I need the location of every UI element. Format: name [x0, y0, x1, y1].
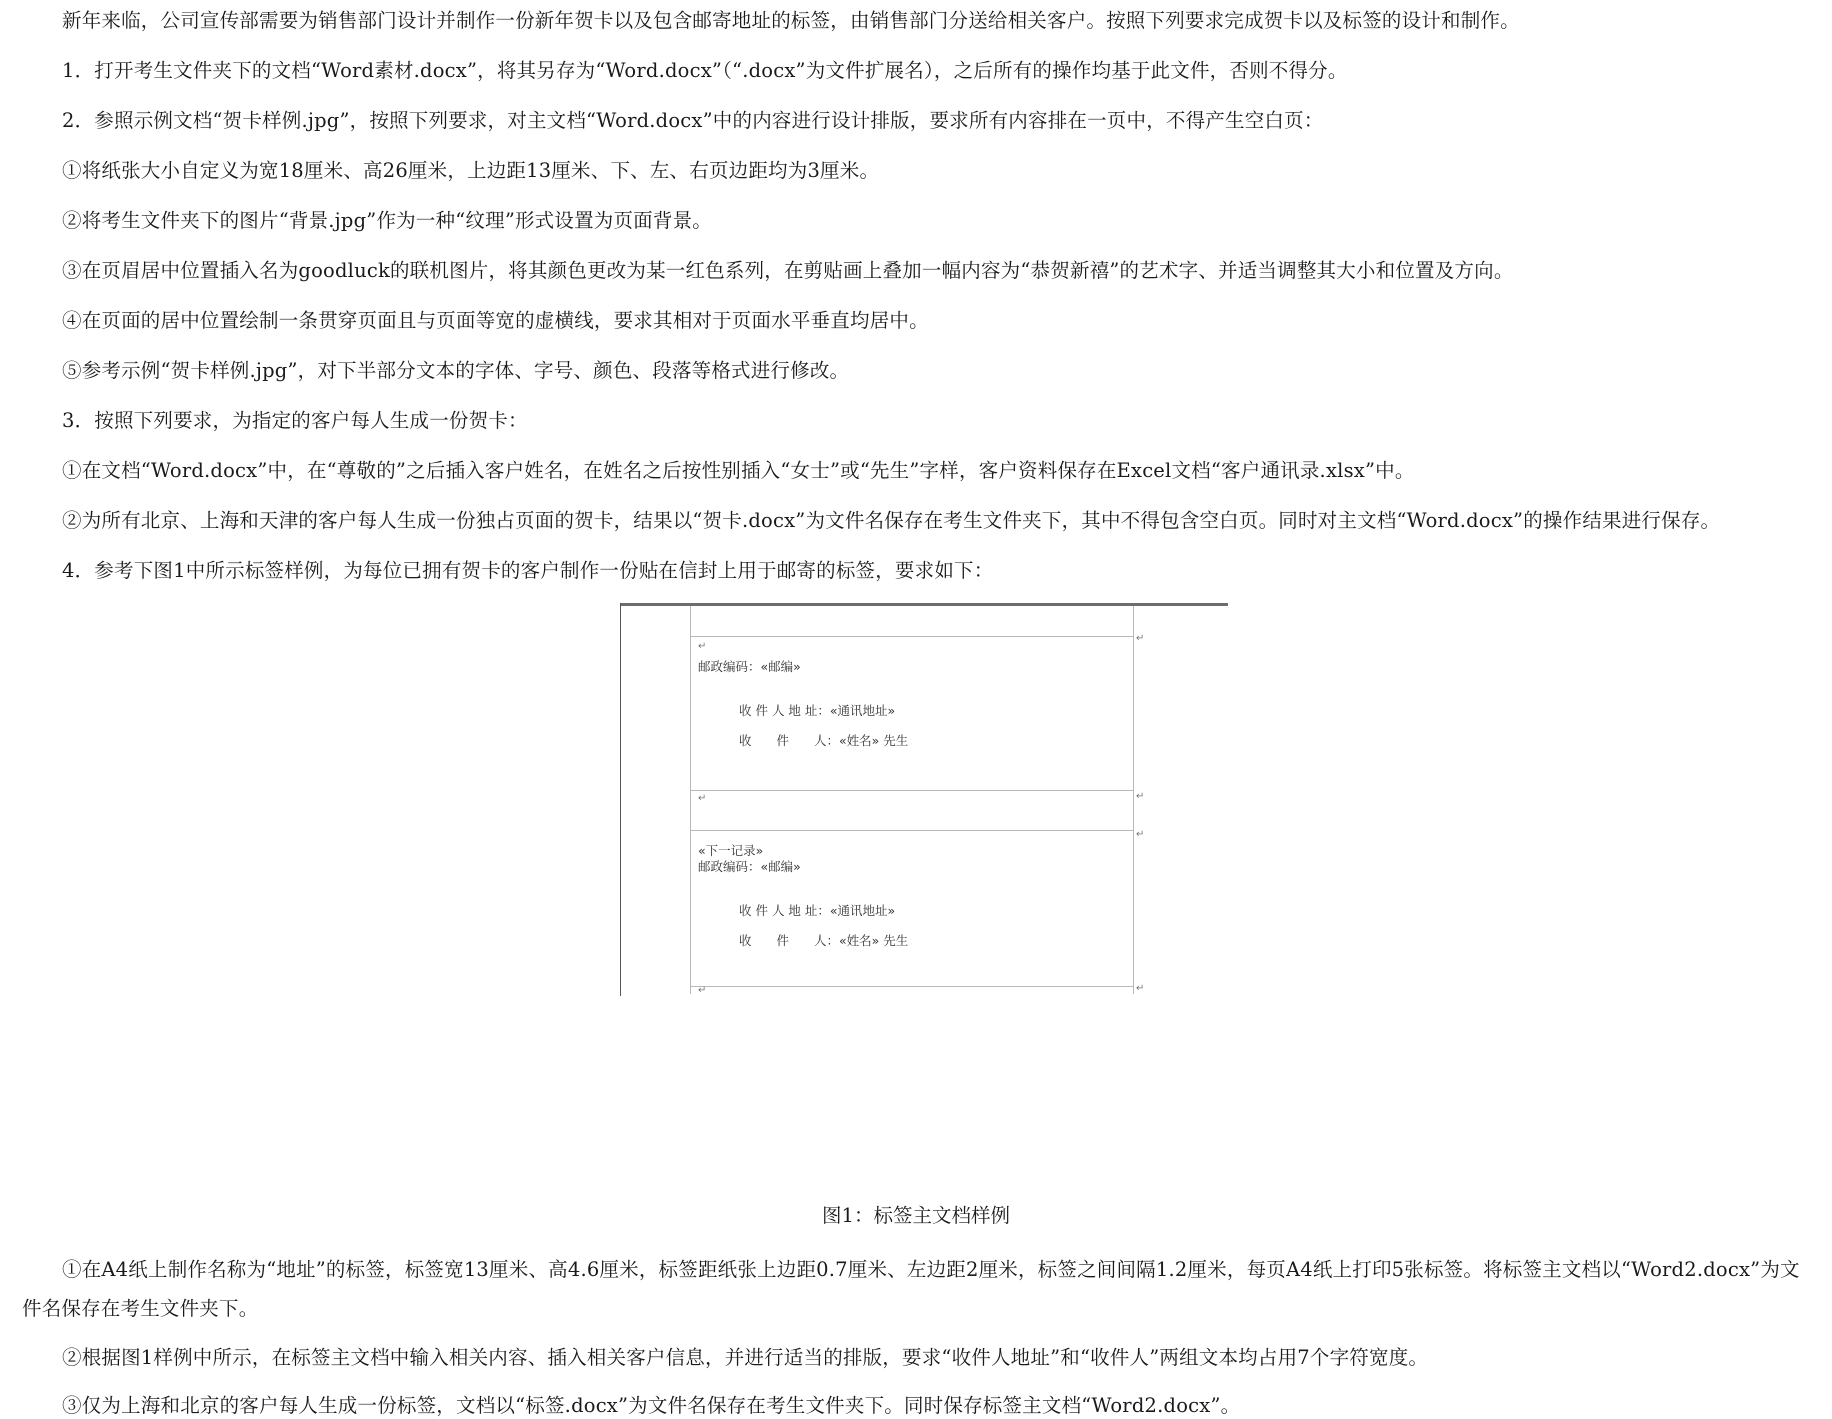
label-1-top-line — [690, 636, 1133, 637]
intro-paragraph: 新年来临，公司宣传部需要为销售部门设计并制作一份新年贺卡以及包含邮寄地址的标签，由销售部门分送给相关客户。按照下列要求完成贺卡以及标签的设计和制作。 — [62, 9, 1520, 32]
cell-end-mark: ↵ — [1136, 829, 1145, 840]
step-2-item-3: ③在页眉居中位置插入名为goodluck的联机图片，将其颜色更改为某一红色系列，在剪贴画上叠加一幅内容为“恭贺新禧”的艺术字、并适当调整其大小和位置及方向。 — [62, 259, 1514, 282]
label-2-next-record: «下一记录» — [698, 843, 764, 858]
figure-top-border — [620, 603, 1228, 606]
figure-caption: 图1：标签主文档样例 — [822, 1204, 1010, 1227]
step-4-item-2: ②根据图1样例中所示，在标签主文档中输入相关内容、插入相关客户信息，并进行适当的排版，要求“收件人地址”和“收件人”两组文本均占用7个字符宽度。 — [62, 1346, 1429, 1369]
step-3-item-1: ①在文档“Word.docx”中，在“尊敬的”之后插入客户姓名，在姓名之后按性别插入“女士”或“先生”字样，客户资料保存在Excel文档“客户通讯录.xlsx”中。 — [62, 459, 1415, 482]
step-4-item-1-line-1: ①在A4纸上制作名称为“地址”的标签，标签宽13厘米、高4.6厘米，标签距纸张上边距0.7厘米、左边距2厘米，标签之间间隔1.2厘米，每页A4纸上打印5张标签。将标签主文档以“Word2.docx”为文 — [62, 1258, 1800, 1281]
step-2-item-5: ⑤参考示例“贺卡样例.jpg”，对下半部分文本的字体、字号、颜色、段落等格式进行修改。 — [62, 359, 850, 382]
label-1-bottom-line — [690, 790, 1133, 791]
step-2-item-4: ④在页面的居中位置绘制一条贯穿页面且与页面等宽的虚横线，要求其相对于页面水平垂直均居中。 — [62, 309, 929, 332]
step-2-paragraph: 2．参照示例文档“贺卡样例.jpg”，按照下列要求，对主文档“Word.docx”中的内容进行设计排版，要求所有内容排在一页中，不得产生空白页： — [62, 109, 1324, 132]
step-2-item-2: ②将考生文件夹下的图片“背景.jpg”作为一种“纹理”形式设置为页面背景。 — [62, 209, 712, 232]
step-4-paragraph: 4．参考下图1中所示标签样例，为每位已拥有贺卡的客户制作一份贴在信封上用于邮寄的标签，要求如下： — [62, 559, 994, 582]
label-1-postcode: 邮政编码：«邮编» — [698, 659, 801, 674]
cell-end-mark: ↵ — [1136, 633, 1145, 644]
paragraph-mark: ↵ — [698, 793, 707, 804]
label-left-boundary — [690, 606, 691, 994]
cell-end-mark: ↵ — [1136, 791, 1145, 802]
step-1-paragraph: 1．打开考生文件夹下的文档“Word素材.docx”，将其另存为“Word.docx”（“.docx”为文件扩展名），之后所有的操作均基于此文件，否则不得分。 — [62, 59, 1348, 82]
label-sample-figure — [620, 603, 1230, 996]
label-2-postcode: 邮政编码：«邮编» — [698, 859, 801, 874]
step-2-item-1: ①将纸张大小自定义为宽18厘米、高26厘米，上边距13厘米、下、左、右页边距均为3厘米。 — [62, 159, 880, 182]
label-right-boundary — [1133, 606, 1134, 994]
paragraph-mark: ↵ — [698, 985, 707, 996]
label-2-bottom-line — [690, 986, 1133, 987]
paragraph-mark: ↵ — [698, 641, 707, 652]
step-3-item-2: ②为所有北京、上海和天津的客户每人生成一份独占页面的贺卡，结果以“贺卡.docx”为文件名保存在考生文件夹下，其中不得包含空白页。同时对主文档“Word.docx”的操作结果进行保存。 — [62, 509, 1721, 532]
figure-left-border — [620, 603, 621, 996]
step-4-item-1-line-2: 件名保存在考生文件夹下。 — [22, 1297, 259, 1320]
step-4-item-3: ③仅为上海和北京的客户每人生成一份标签，文档以“标签.docx”为文件名保存在考生文件夹下。同时保存标签主文档“Word2.docx”。 — [62, 1394, 1241, 1417]
label-1-recipient: 收 件 人：«姓名» 先生 — [739, 733, 909, 748]
step-3-paragraph: 3．按照下列要求，为指定的客户每人生成一份贺卡： — [62, 409, 528, 432]
label-1-address: 收 件 人 地 址：«通讯地址» — [739, 703, 896, 718]
label-2-top-line — [690, 830, 1133, 831]
label-2-address: 收 件 人 地 址：«通讯地址» — [739, 903, 896, 918]
cell-end-mark: ↵ — [1136, 983, 1145, 994]
label-2-recipient: 收 件 人：«姓名» 先生 — [739, 933, 909, 948]
